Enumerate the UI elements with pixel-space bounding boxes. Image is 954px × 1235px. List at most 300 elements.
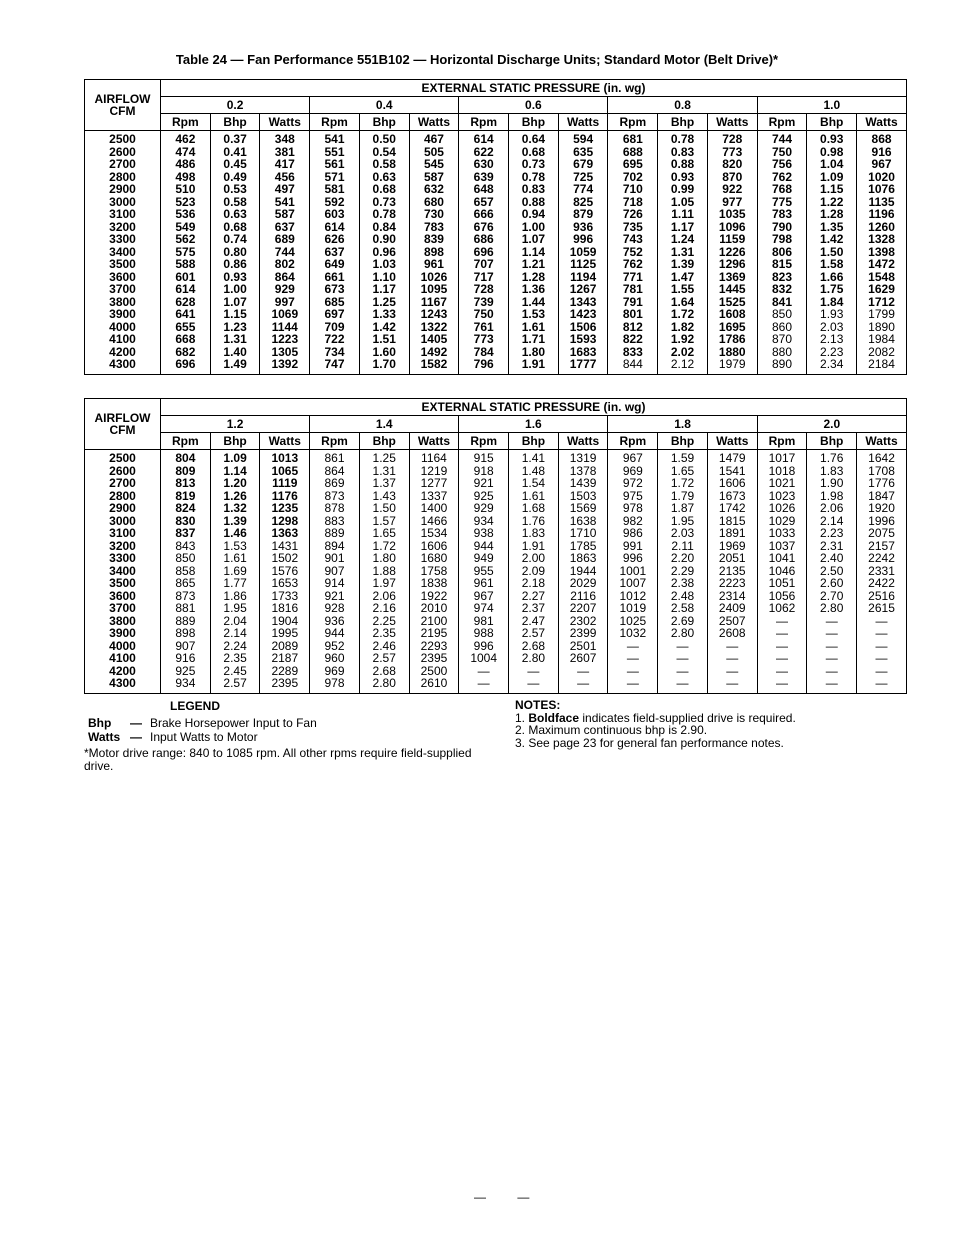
airflow-cfm: 2800 bbox=[109, 169, 136, 184]
cell-bhp: 1.80 bbox=[509, 346, 559, 359]
note-1-text: indicates field-supplied drive is required. bbox=[579, 710, 796, 725]
cell-watts: 1298 bbox=[260, 515, 310, 528]
airflow-cfm: 3700 bbox=[109, 282, 136, 296]
cell-watts: 996 bbox=[558, 233, 608, 246]
cell-watts: 541 bbox=[260, 196, 310, 209]
cell-rpm: 682 bbox=[161, 346, 211, 359]
cell-bhp: 1.72 bbox=[359, 540, 409, 553]
cell-bhp: 2.50 bbox=[807, 565, 857, 578]
cell-rpm: 743 bbox=[608, 233, 658, 246]
cell-watts: 2187 bbox=[260, 652, 310, 665]
cell-rpm: 1026 bbox=[757, 502, 807, 515]
cell-watts: 922 bbox=[707, 183, 757, 196]
cell-rpm: 1019 bbox=[608, 602, 658, 615]
cell-bhp: 0.41 bbox=[210, 146, 260, 159]
cell-rpm: 960 bbox=[310, 652, 360, 665]
cell-bhp: 0.78 bbox=[658, 133, 708, 146]
cell-bhp: 1.53 bbox=[210, 540, 260, 553]
cell-rpm: 944 bbox=[310, 627, 360, 640]
table-row bbox=[85, 183, 907, 196]
cell-watts: — bbox=[857, 640, 907, 653]
legend-desc: Brake Horsepower Input to Fan bbox=[150, 716, 317, 730]
airflow-cfm: 4100 bbox=[109, 651, 136, 665]
airflow-cfm: 2600 bbox=[109, 463, 136, 478]
cell-bhp: 1.83 bbox=[807, 465, 857, 478]
cell-bhp: 0.73 bbox=[359, 196, 409, 209]
cell-bhp: 1.92 bbox=[658, 333, 708, 346]
cell-rpm: 750 bbox=[757, 146, 807, 159]
cell-rpm: 967 bbox=[608, 452, 658, 465]
legend-item bbox=[84, 730, 484, 744]
airflow-cfm: 4000 bbox=[109, 319, 136, 334]
cell-watts: 1226 bbox=[707, 246, 757, 259]
cell-rpm: 870 bbox=[757, 333, 807, 346]
cell-bhp: 1.54 bbox=[509, 477, 559, 490]
cell-bhp: 1.91 bbox=[509, 540, 559, 553]
cell-rpm: 1017 bbox=[757, 452, 807, 465]
cell-watts: 1548 bbox=[857, 271, 907, 284]
cell-watts: 997 bbox=[260, 296, 310, 309]
cell-rpm: 850 bbox=[757, 308, 807, 321]
cell-bhp: 2.00 bbox=[509, 552, 559, 565]
table-row bbox=[85, 552, 907, 565]
cell-watts: 1642 bbox=[857, 452, 907, 465]
cell-bhp: 2.47 bbox=[509, 615, 559, 628]
cell-watts: 1606 bbox=[707, 477, 757, 490]
column-header-rpm: Rpm bbox=[172, 114, 199, 129]
column-header-bhp: Bhp bbox=[210, 114, 260, 131]
cell-rpm: 781 bbox=[608, 283, 658, 296]
pressure-header: 0.6 bbox=[459, 97, 608, 114]
cell-watts: — bbox=[707, 665, 757, 678]
cell-rpm: 498 bbox=[161, 171, 211, 184]
airflow-cfm: 2500 bbox=[109, 451, 136, 465]
cell-rpm: 1056 bbox=[757, 590, 807, 603]
cell-watts: 1369 bbox=[707, 271, 757, 284]
cell-watts: 1472 bbox=[857, 258, 907, 271]
cell-rpm: 639 bbox=[459, 171, 509, 184]
cell-watts: 1922 bbox=[409, 590, 459, 603]
cell-bhp: 1.88 bbox=[359, 565, 409, 578]
cell-watts: 2516 bbox=[857, 590, 907, 603]
cell-watts: 1995 bbox=[260, 627, 310, 640]
airflow-cfm: 4200 bbox=[109, 663, 136, 678]
cell-bhp: — bbox=[807, 665, 857, 678]
column-header-rpm: Rpm bbox=[310, 114, 360, 131]
cell-watts: 1164 bbox=[409, 452, 459, 465]
cell-watts: 2615 bbox=[857, 602, 907, 615]
airflow-cfm: 2700 bbox=[109, 157, 136, 171]
cell-rpm: — bbox=[757, 652, 807, 665]
cell-rpm: 790 bbox=[757, 221, 807, 234]
cell-bhp: 2.57 bbox=[359, 652, 409, 665]
table-row bbox=[85, 627, 907, 640]
cell-watts: 2157 bbox=[857, 540, 907, 553]
cell-watts: 1683 bbox=[558, 346, 608, 359]
cell-watts: 1920 bbox=[857, 502, 907, 515]
cell-bhp: 2.35 bbox=[359, 627, 409, 640]
cell-rpm: 571 bbox=[310, 171, 360, 184]
cell-bhp: — bbox=[807, 640, 857, 653]
cell-watts: 929 bbox=[260, 283, 310, 296]
cell-rpm: 768 bbox=[757, 183, 807, 196]
airflow-cfm: 3300 bbox=[109, 551, 136, 565]
airflow-header: AIRFLOW CFM bbox=[85, 80, 161, 131]
cell-bhp: 1.35 bbox=[807, 221, 857, 234]
cell-rpm: 688 bbox=[608, 146, 658, 159]
cell-bhp: 1.42 bbox=[359, 321, 409, 334]
cell-watts: — bbox=[857, 627, 907, 640]
table-row bbox=[85, 158, 907, 171]
cell-rpm: 934 bbox=[459, 515, 509, 528]
cell-rpm: 934 bbox=[161, 677, 211, 690]
cell-rpm: 648 bbox=[459, 183, 509, 196]
table-row bbox=[85, 358, 907, 371]
cell-bhp: 1.31 bbox=[210, 333, 260, 346]
cell-rpm: 676 bbox=[459, 221, 509, 234]
table-title: Table 24 — Fan Performance 551B102 — Horizontal Discharge Units; Standard Motor (Belt Drive)* bbox=[175, 52, 779, 67]
cell-rpm: 969 bbox=[310, 665, 360, 678]
cell-bhp: 1.26 bbox=[210, 490, 260, 503]
cell-bhp: 1.75 bbox=[807, 283, 857, 296]
cell-watts: 1525 bbox=[707, 296, 757, 309]
cell-bhp: 0.68 bbox=[509, 146, 559, 159]
table-row bbox=[85, 677, 907, 690]
column-header-watts: Watts bbox=[558, 433, 608, 450]
cell-rpm: 880 bbox=[757, 346, 807, 359]
cell-bhp: 1.42 bbox=[807, 233, 857, 246]
cell-watts: 773 bbox=[707, 146, 757, 159]
column-header-rpm: Rpm bbox=[608, 114, 658, 131]
cell-rpm: 944 bbox=[459, 540, 509, 553]
cell-watts: 2010 bbox=[409, 602, 459, 615]
cell-rpm: 801 bbox=[608, 308, 658, 321]
cell-rpm: 655 bbox=[161, 321, 211, 334]
cell-rpm: 588 bbox=[161, 258, 211, 271]
cell-bhp: 1.95 bbox=[658, 515, 708, 528]
cell-rpm: 775 bbox=[757, 196, 807, 209]
cell-watts: 1020 bbox=[857, 171, 907, 184]
cell-bhp: 1.20 bbox=[210, 477, 260, 490]
airflow-cfm: 3000 bbox=[109, 513, 136, 528]
cell-watts: 1119 bbox=[260, 477, 310, 490]
cell-bhp: 1.60 bbox=[359, 346, 409, 359]
column-header-bhp: Bhp bbox=[509, 114, 559, 131]
cell-watts: 967 bbox=[857, 158, 907, 171]
cell-rpm: 710 bbox=[608, 183, 658, 196]
cell-bhp: 1.03 bbox=[359, 258, 409, 271]
cell-bhp: 1.71 bbox=[509, 333, 559, 346]
cell-rpm: — bbox=[459, 677, 509, 690]
cell-bhp: 0.99 bbox=[658, 183, 708, 196]
cell-watts: 744 bbox=[260, 246, 310, 259]
cell-rpm: 603 bbox=[310, 208, 360, 221]
cell-rpm: 921 bbox=[310, 590, 360, 603]
cell-bhp: 0.53 bbox=[210, 183, 260, 196]
cell-bhp: 1.53 bbox=[509, 308, 559, 321]
cell-watts: 587 bbox=[409, 171, 459, 184]
cell-watts: 961 bbox=[409, 258, 459, 271]
column-header-rpm: Rpm bbox=[757, 114, 807, 131]
cell-watts: 1710 bbox=[558, 527, 608, 540]
cell-watts: 1708 bbox=[857, 465, 907, 478]
cell-watts: 936 bbox=[558, 221, 608, 234]
cell-bhp: 1.51 bbox=[359, 333, 409, 346]
cell-bhp: 1.58 bbox=[807, 258, 857, 271]
cell-rpm: 812 bbox=[608, 321, 658, 334]
cell-rpm: 717 bbox=[459, 271, 509, 284]
cell-rpm: 707 bbox=[459, 258, 509, 271]
cell-rpm: 864 bbox=[310, 465, 360, 478]
cell-rpm: 982 bbox=[608, 515, 658, 528]
cell-watts: 2289 bbox=[260, 665, 310, 678]
table-body bbox=[85, 131, 907, 375]
cell-bhp: — bbox=[658, 640, 708, 653]
cell-bhp: — bbox=[807, 677, 857, 690]
column-header-bhp: Bhp bbox=[359, 433, 409, 450]
cell-rpm: — bbox=[757, 677, 807, 690]
cell-watts: 1196 bbox=[857, 208, 907, 221]
cell-bhp: — bbox=[658, 652, 708, 665]
cell-rpm: 1041 bbox=[757, 552, 807, 565]
cell-watts: 1816 bbox=[260, 602, 310, 615]
cell-watts: 2507 bbox=[707, 615, 757, 628]
cell-bhp: 2.68 bbox=[359, 665, 409, 678]
table-row bbox=[85, 652, 907, 665]
column-header-rpm: Rpm bbox=[757, 433, 807, 450]
cell-rpm: 822 bbox=[608, 333, 658, 346]
table-row bbox=[85, 502, 907, 515]
cell-watts: 1125 bbox=[558, 258, 608, 271]
cell-rpm: 697 bbox=[310, 308, 360, 321]
cell-watts: 774 bbox=[558, 183, 608, 196]
cell-bhp: 2.18 bbox=[509, 577, 559, 590]
cell-bhp: 0.88 bbox=[658, 158, 708, 171]
column-header-watts: Watts bbox=[260, 114, 310, 131]
cell-watts: 1319 bbox=[558, 452, 608, 465]
cell-rpm: 762 bbox=[757, 171, 807, 184]
cell-bhp: 1.87 bbox=[658, 502, 708, 515]
cell-watts: 1695 bbox=[707, 321, 757, 334]
cell-bhp: 2.23 bbox=[807, 346, 857, 359]
cell-bhp: 0.73 bbox=[509, 158, 559, 171]
cell-rpm: 1062 bbox=[757, 602, 807, 615]
cell-watts: 1891 bbox=[707, 527, 757, 540]
table-row bbox=[85, 283, 907, 296]
cell-rpm: — bbox=[608, 652, 658, 665]
cell-bhp: 1.47 bbox=[658, 271, 708, 284]
cell-rpm: — bbox=[608, 665, 658, 678]
cell-rpm: 462 bbox=[161, 133, 211, 146]
cell-watts: — bbox=[707, 640, 757, 653]
cell-watts: 1337 bbox=[409, 490, 459, 503]
pressure-header: 0.4 bbox=[310, 97, 459, 114]
cell-rpm: 756 bbox=[757, 158, 807, 171]
cell-rpm: 581 bbox=[310, 183, 360, 196]
note-2: 2. Maximum continuous bhp is 2.90. bbox=[515, 723, 708, 738]
cell-bhp: 1.07 bbox=[509, 233, 559, 246]
cell-rpm: 961 bbox=[459, 577, 509, 590]
cell-rpm: 474 bbox=[161, 146, 211, 159]
cell-bhp: 2.23 bbox=[807, 527, 857, 540]
airflow-cfm: 3500 bbox=[109, 257, 136, 271]
cell-bhp: 1.31 bbox=[658, 246, 708, 259]
cell-rpm: 841 bbox=[757, 296, 807, 309]
cell-bhp: 1.37 bbox=[359, 477, 409, 490]
cell-rpm: 806 bbox=[757, 246, 807, 259]
cell-bhp: 2.60 bbox=[807, 577, 857, 590]
cell-watts: 1534 bbox=[409, 527, 459, 540]
cell-bhp: 2.20 bbox=[658, 552, 708, 565]
cell-bhp: 1.04 bbox=[807, 158, 857, 171]
cell-watts: 2082 bbox=[857, 346, 907, 359]
cell-watts: 1167 bbox=[409, 296, 459, 309]
cell-rpm: 601 bbox=[161, 271, 211, 284]
airflow-cfm: 4100 bbox=[109, 332, 136, 346]
cell-watts: 679 bbox=[558, 158, 608, 171]
cell-bhp: 1.00 bbox=[509, 221, 559, 234]
cell-bhp: 1.50 bbox=[359, 502, 409, 515]
cell-watts: 1863 bbox=[558, 552, 608, 565]
cell-watts: 1223 bbox=[260, 333, 310, 346]
column-header-bhp: Bhp bbox=[509, 433, 559, 450]
cell-rpm: 986 bbox=[608, 527, 658, 540]
cell-watts: 1984 bbox=[857, 333, 907, 346]
cell-bhp: 0.37 bbox=[210, 133, 260, 146]
cell-bhp: 2.29 bbox=[658, 565, 708, 578]
cell-watts: 1069 bbox=[260, 308, 310, 321]
cell-watts: 2029 bbox=[558, 577, 608, 590]
column-header-watts: Watts bbox=[857, 114, 907, 131]
cell-rpm: 823 bbox=[757, 271, 807, 284]
cell-rpm: 628 bbox=[161, 296, 211, 309]
cell-bhp: 0.90 bbox=[359, 233, 409, 246]
column-header-rpm: Rpm bbox=[608, 433, 658, 450]
cell-rpm: 890 bbox=[757, 358, 807, 371]
cell-bhp: 0.58 bbox=[359, 158, 409, 171]
cell-rpm: 761 bbox=[459, 321, 509, 334]
airflow-cfm: 2600 bbox=[109, 144, 136, 159]
cell-bhp: 1.21 bbox=[509, 258, 559, 271]
table-row bbox=[85, 133, 907, 146]
airflow-cfm: 3400 bbox=[109, 563, 136, 578]
cell-bhp: 1.10 bbox=[359, 271, 409, 284]
cell-rpm: 637 bbox=[310, 246, 360, 259]
cell-bhp: 2.58 bbox=[658, 602, 708, 615]
cell-rpm: 975 bbox=[608, 490, 658, 503]
cell-rpm: 739 bbox=[459, 296, 509, 309]
cell-rpm: 929 bbox=[459, 502, 509, 515]
cell-bhp: 2.34 bbox=[807, 358, 857, 371]
cell-bhp: 1.11 bbox=[658, 208, 708, 221]
cell-watts: 2051 bbox=[707, 552, 757, 565]
esp-header: EXTERNAL STATIC PRESSURE (in. wg) bbox=[161, 80, 907, 97]
cell-bhp: 1.83 bbox=[509, 527, 559, 540]
cell-bhp: 2.70 bbox=[807, 590, 857, 603]
cell-bhp: 0.93 bbox=[658, 171, 708, 184]
table-row bbox=[85, 527, 907, 540]
cell-rpm: 1025 bbox=[608, 615, 658, 628]
airflow-cfm: 4300 bbox=[109, 357, 136, 371]
cell-watts: 381 bbox=[260, 146, 310, 159]
cell-rpm: 837 bbox=[161, 527, 211, 540]
cell-watts: 1593 bbox=[558, 333, 608, 346]
cell-watts: 1758 bbox=[409, 565, 459, 578]
cell-bhp: 1.14 bbox=[210, 465, 260, 478]
cell-rpm: 858 bbox=[161, 565, 211, 578]
cell-rpm: 1051 bbox=[757, 577, 807, 590]
cell-watts: 497 bbox=[260, 183, 310, 196]
pressure-header: 1.4 bbox=[310, 416, 459, 433]
cell-watts: 1979 bbox=[707, 358, 757, 371]
cell-rpm: 850 bbox=[161, 552, 211, 565]
cell-bhp: 1.69 bbox=[210, 565, 260, 578]
cell-bhp: 0.78 bbox=[359, 208, 409, 221]
cell-rpm: 974 bbox=[459, 602, 509, 615]
cell-rpm: 898 bbox=[161, 627, 211, 640]
cell-rpm: 915 bbox=[459, 452, 509, 465]
note-1-number: 1. bbox=[515, 710, 529, 725]
cell-watts: 1423 bbox=[558, 308, 608, 321]
cell-watts: 730 bbox=[409, 208, 459, 221]
cell-bhp: 2.06 bbox=[359, 590, 409, 603]
cell-bhp: 0.83 bbox=[658, 146, 708, 159]
cell-bhp: 0.68 bbox=[210, 221, 260, 234]
cell-rpm: 702 bbox=[608, 171, 658, 184]
cell-bhp: 2.06 bbox=[807, 502, 857, 515]
cell-rpm: 996 bbox=[608, 552, 658, 565]
cell-watts: 2135 bbox=[707, 565, 757, 578]
cell-watts: 1466 bbox=[409, 515, 459, 528]
cell-watts: 635 bbox=[558, 146, 608, 159]
cell-watts: 1445 bbox=[707, 283, 757, 296]
cell-bhp: 0.58 bbox=[210, 196, 260, 209]
cell-watts: 467 bbox=[409, 133, 459, 146]
table-row bbox=[85, 577, 907, 590]
cell-watts: 1492 bbox=[409, 346, 459, 359]
cell-rpm: 832 bbox=[757, 283, 807, 296]
airflow-header: AIRFLOW CFM bbox=[85, 399, 161, 450]
cell-watts: 1712 bbox=[857, 296, 907, 309]
cell-rpm: 747 bbox=[310, 358, 360, 371]
cell-watts: 2607 bbox=[558, 652, 608, 665]
cell-rpm: 972 bbox=[608, 477, 658, 490]
cell-watts: 1904 bbox=[260, 615, 310, 628]
cell-rpm: 718 bbox=[608, 196, 658, 209]
cell-rpm: 523 bbox=[161, 196, 211, 209]
cell-watts: 348 bbox=[260, 133, 310, 146]
cell-bhp: 1.55 bbox=[658, 283, 708, 296]
cell-rpm: 686 bbox=[459, 233, 509, 246]
cell-bhp: 1.50 bbox=[807, 246, 857, 259]
column-header-bhp: Bhp bbox=[658, 114, 708, 131]
cell-watts: 587 bbox=[260, 208, 310, 221]
cell-watts: 2116 bbox=[558, 590, 608, 603]
table-row bbox=[85, 602, 907, 615]
cell-bhp: 2.45 bbox=[210, 665, 260, 678]
column-header-bhp: Bhp bbox=[807, 114, 857, 131]
cell-rpm: 641 bbox=[161, 308, 211, 321]
cell-watts: 728 bbox=[707, 133, 757, 146]
cell-watts: 1144 bbox=[260, 321, 310, 334]
cell-rpm: 486 bbox=[161, 158, 211, 171]
cell-bhp: 2.80 bbox=[359, 677, 409, 690]
cell-rpm: 735 bbox=[608, 221, 658, 234]
cell-rpm: 981 bbox=[459, 615, 509, 628]
cell-watts: 1576 bbox=[260, 565, 310, 578]
cell-bhp: 0.98 bbox=[807, 146, 857, 159]
cell-bhp: 1.77 bbox=[210, 577, 260, 590]
